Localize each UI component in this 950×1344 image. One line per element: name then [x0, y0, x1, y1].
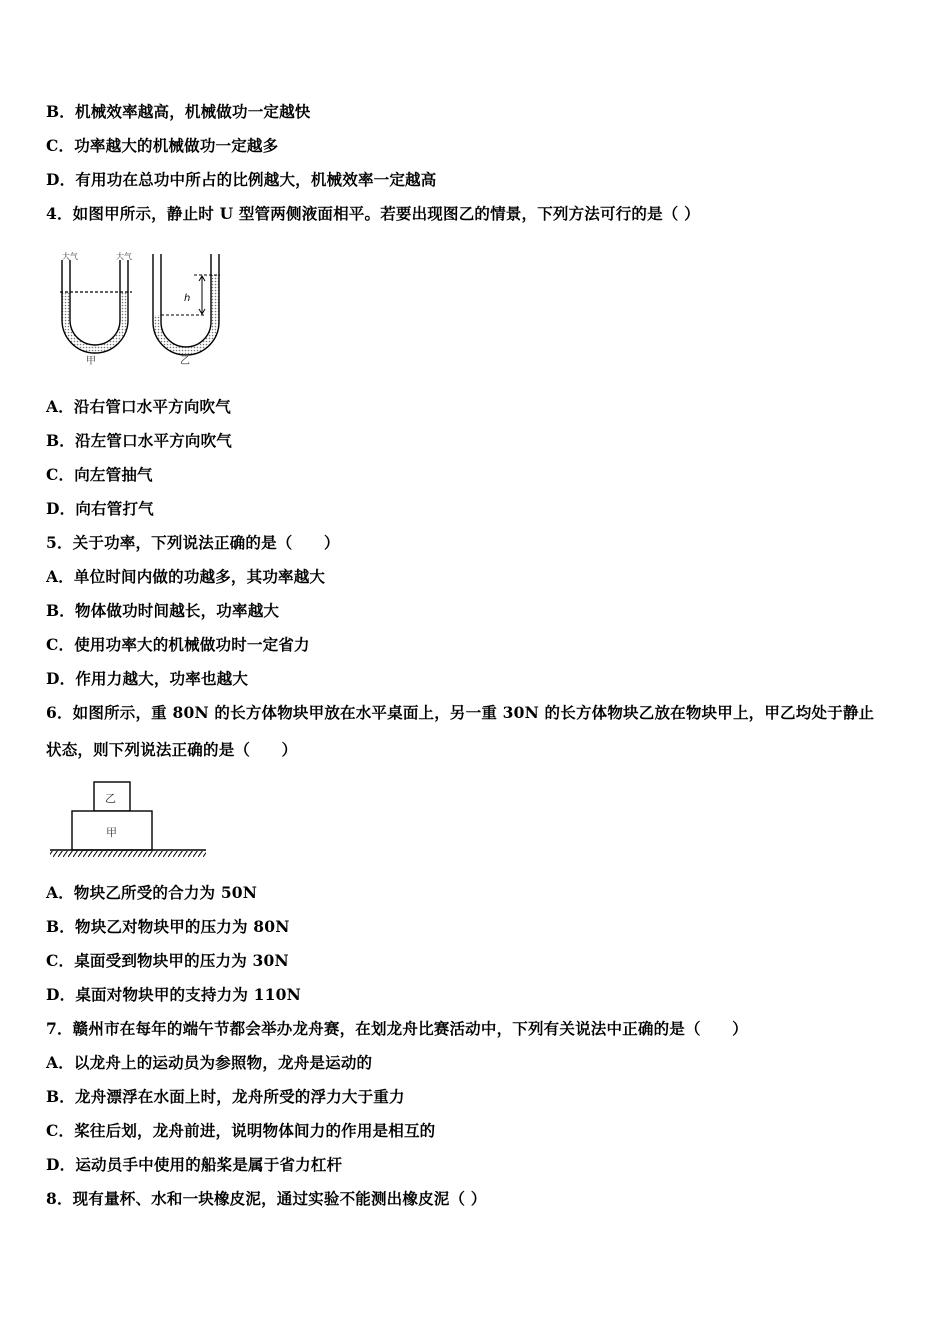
q7-stem: 7．赣州市在每年的端午节都会举办龙舟赛，在划龙舟比赛活动中，下列有关说法中正确的是（ ）: [46, 1019, 748, 1038]
q6-option-a: A．物块乙所受的合力为 50N: [46, 883, 258, 902]
q6-option-c: C．桌面受到物块甲的压力为 30N: [46, 951, 289, 970]
blocks-diagram: [48, 780, 210, 862]
q4-option-c: C．向左管抽气: [46, 465, 153, 484]
block-jia-label: 甲: [106, 826, 117, 839]
table-hatch: [50, 851, 206, 857]
q3-option-b: B．机械效率越高，机械做功一定越快: [46, 102, 311, 121]
blocks-figure: [48, 780, 210, 862]
block-yi-label: 乙: [105, 792, 116, 805]
u-tube-diagram: [52, 250, 242, 375]
q5-option-d: D．作用力越大，功率也越大: [46, 669, 249, 688]
q7-option-d: D．运动员手中使用的船桨是属于省力杠杆: [46, 1155, 343, 1174]
q5-stem: 5．关于功率，下列说法正确的是（ ）: [46, 533, 340, 552]
q5-option-c: C．使用功率大的机械做功时一定省力: [46, 635, 310, 654]
q6-option-d: D．桌面对物块甲的支持力为 110N: [46, 985, 301, 1004]
q6-stem-line2: 状态，则下列说法正确的是（ ）: [46, 740, 298, 759]
caption-b: 乙: [180, 356, 190, 367]
q5-option-a: A．单位时间内做的功越多，其功率越大: [46, 567, 326, 586]
caption-a: 甲: [86, 356, 96, 367]
q4-option-a: A．沿右管口水平方向吹气: [46, 397, 231, 416]
q8-stem: 8．现有量杯、水和一块橡皮泥，通过实验不能测出橡皮泥（ ）: [46, 1189, 487, 1208]
q3-option-c: C．功率越大的机械做功一定越多: [46, 136, 279, 155]
label-air-left: 大气: [62, 252, 78, 261]
q3-option-d: D．有用功在总功中所占的比例越大，机械效率一定越高: [46, 170, 437, 189]
q7-option-c: C．桨往后划，龙舟前进，说明物体间力的作用是相互的: [46, 1121, 436, 1140]
q7-option-a: A．以龙舟上的运动员为参照物，龙舟是运动的: [46, 1053, 373, 1072]
label-air-right: 大气: [116, 252, 132, 261]
q4-stem: 4．如图甲所示，静止时 U 型管两侧液面相平。若要出现图乙的情景，下列方法可行的是（ ）: [46, 204, 700, 223]
q4-option-b: B．沿左管口水平方向吹气: [46, 431, 233, 450]
q7-option-b: B．龙舟漂浮在水面上时，龙舟所受的浮力大于重力: [46, 1087, 405, 1106]
q6-option-b: B．物块乙对物块甲的压力为 80N: [46, 917, 290, 936]
q5-option-b: B．物体做功时间越长，功率越大: [46, 601, 280, 620]
u-tube-figure: [52, 250, 242, 375]
q6-stem-line1: 6．如图所示，重 80N 的长方体物块甲放在水平桌面上，另一重 30N 的长方体物块乙放在物块甲上，甲乙均处于静止: [46, 703, 875, 722]
label-h: h: [184, 293, 191, 304]
q4-option-d: D．向右管打气: [46, 499, 154, 518]
